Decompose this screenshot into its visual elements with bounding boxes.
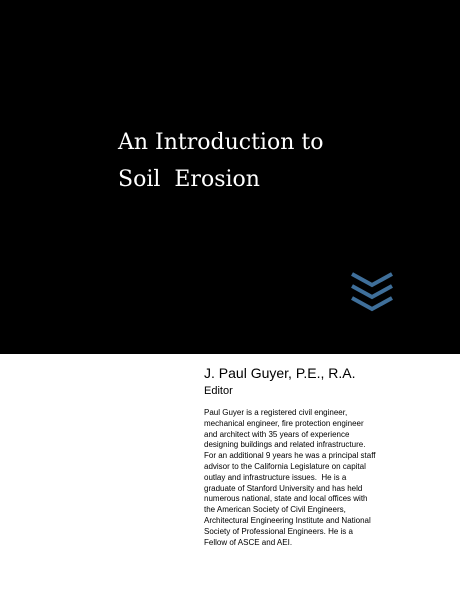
bio-line: and architect with 35 years of experience [204,429,350,439]
bio-line: Paul Guyer is a registered civil engineer, [204,408,348,417]
bio-line: the American Society of Civil Engineers, [204,505,346,515]
chevron-3 [352,298,392,309]
chevron-1 [352,274,392,285]
bio-line: Architectural Engineering Institute and National [204,515,371,525]
bio-line: For an additional 9 years he was a principal staff [204,451,376,461]
author-name: J. Paul Guyer, P.E., R.A. [204,365,356,381]
bio-line: Fellow of ASCE and AEI. [204,537,293,547]
book-title [118,124,323,198]
bio-line: designing buildings and related infrastructure. [204,440,366,450]
bio-line: Society of Professional Engineers. He is a [204,526,353,536]
title-line-2: Soil Erosion [118,167,260,192]
author-bio [204,408,424,548]
author-role: Editor [204,385,233,397]
bio-line: advisor to the California Legislature on capital [204,461,366,471]
bio-line: outlay and infrastructure issues. He is a [204,472,347,482]
chevron-2 [352,286,392,297]
bio-line: mechanical engineer, fire protection engineer [204,418,364,428]
bio-line: numerous national, state and local offices with [204,494,368,504]
title-line-1: An Introduction to [118,130,324,155]
bio-line: graduate of Stanford University and has held [204,483,363,493]
triple-chevron-down-icon [349,270,395,312]
